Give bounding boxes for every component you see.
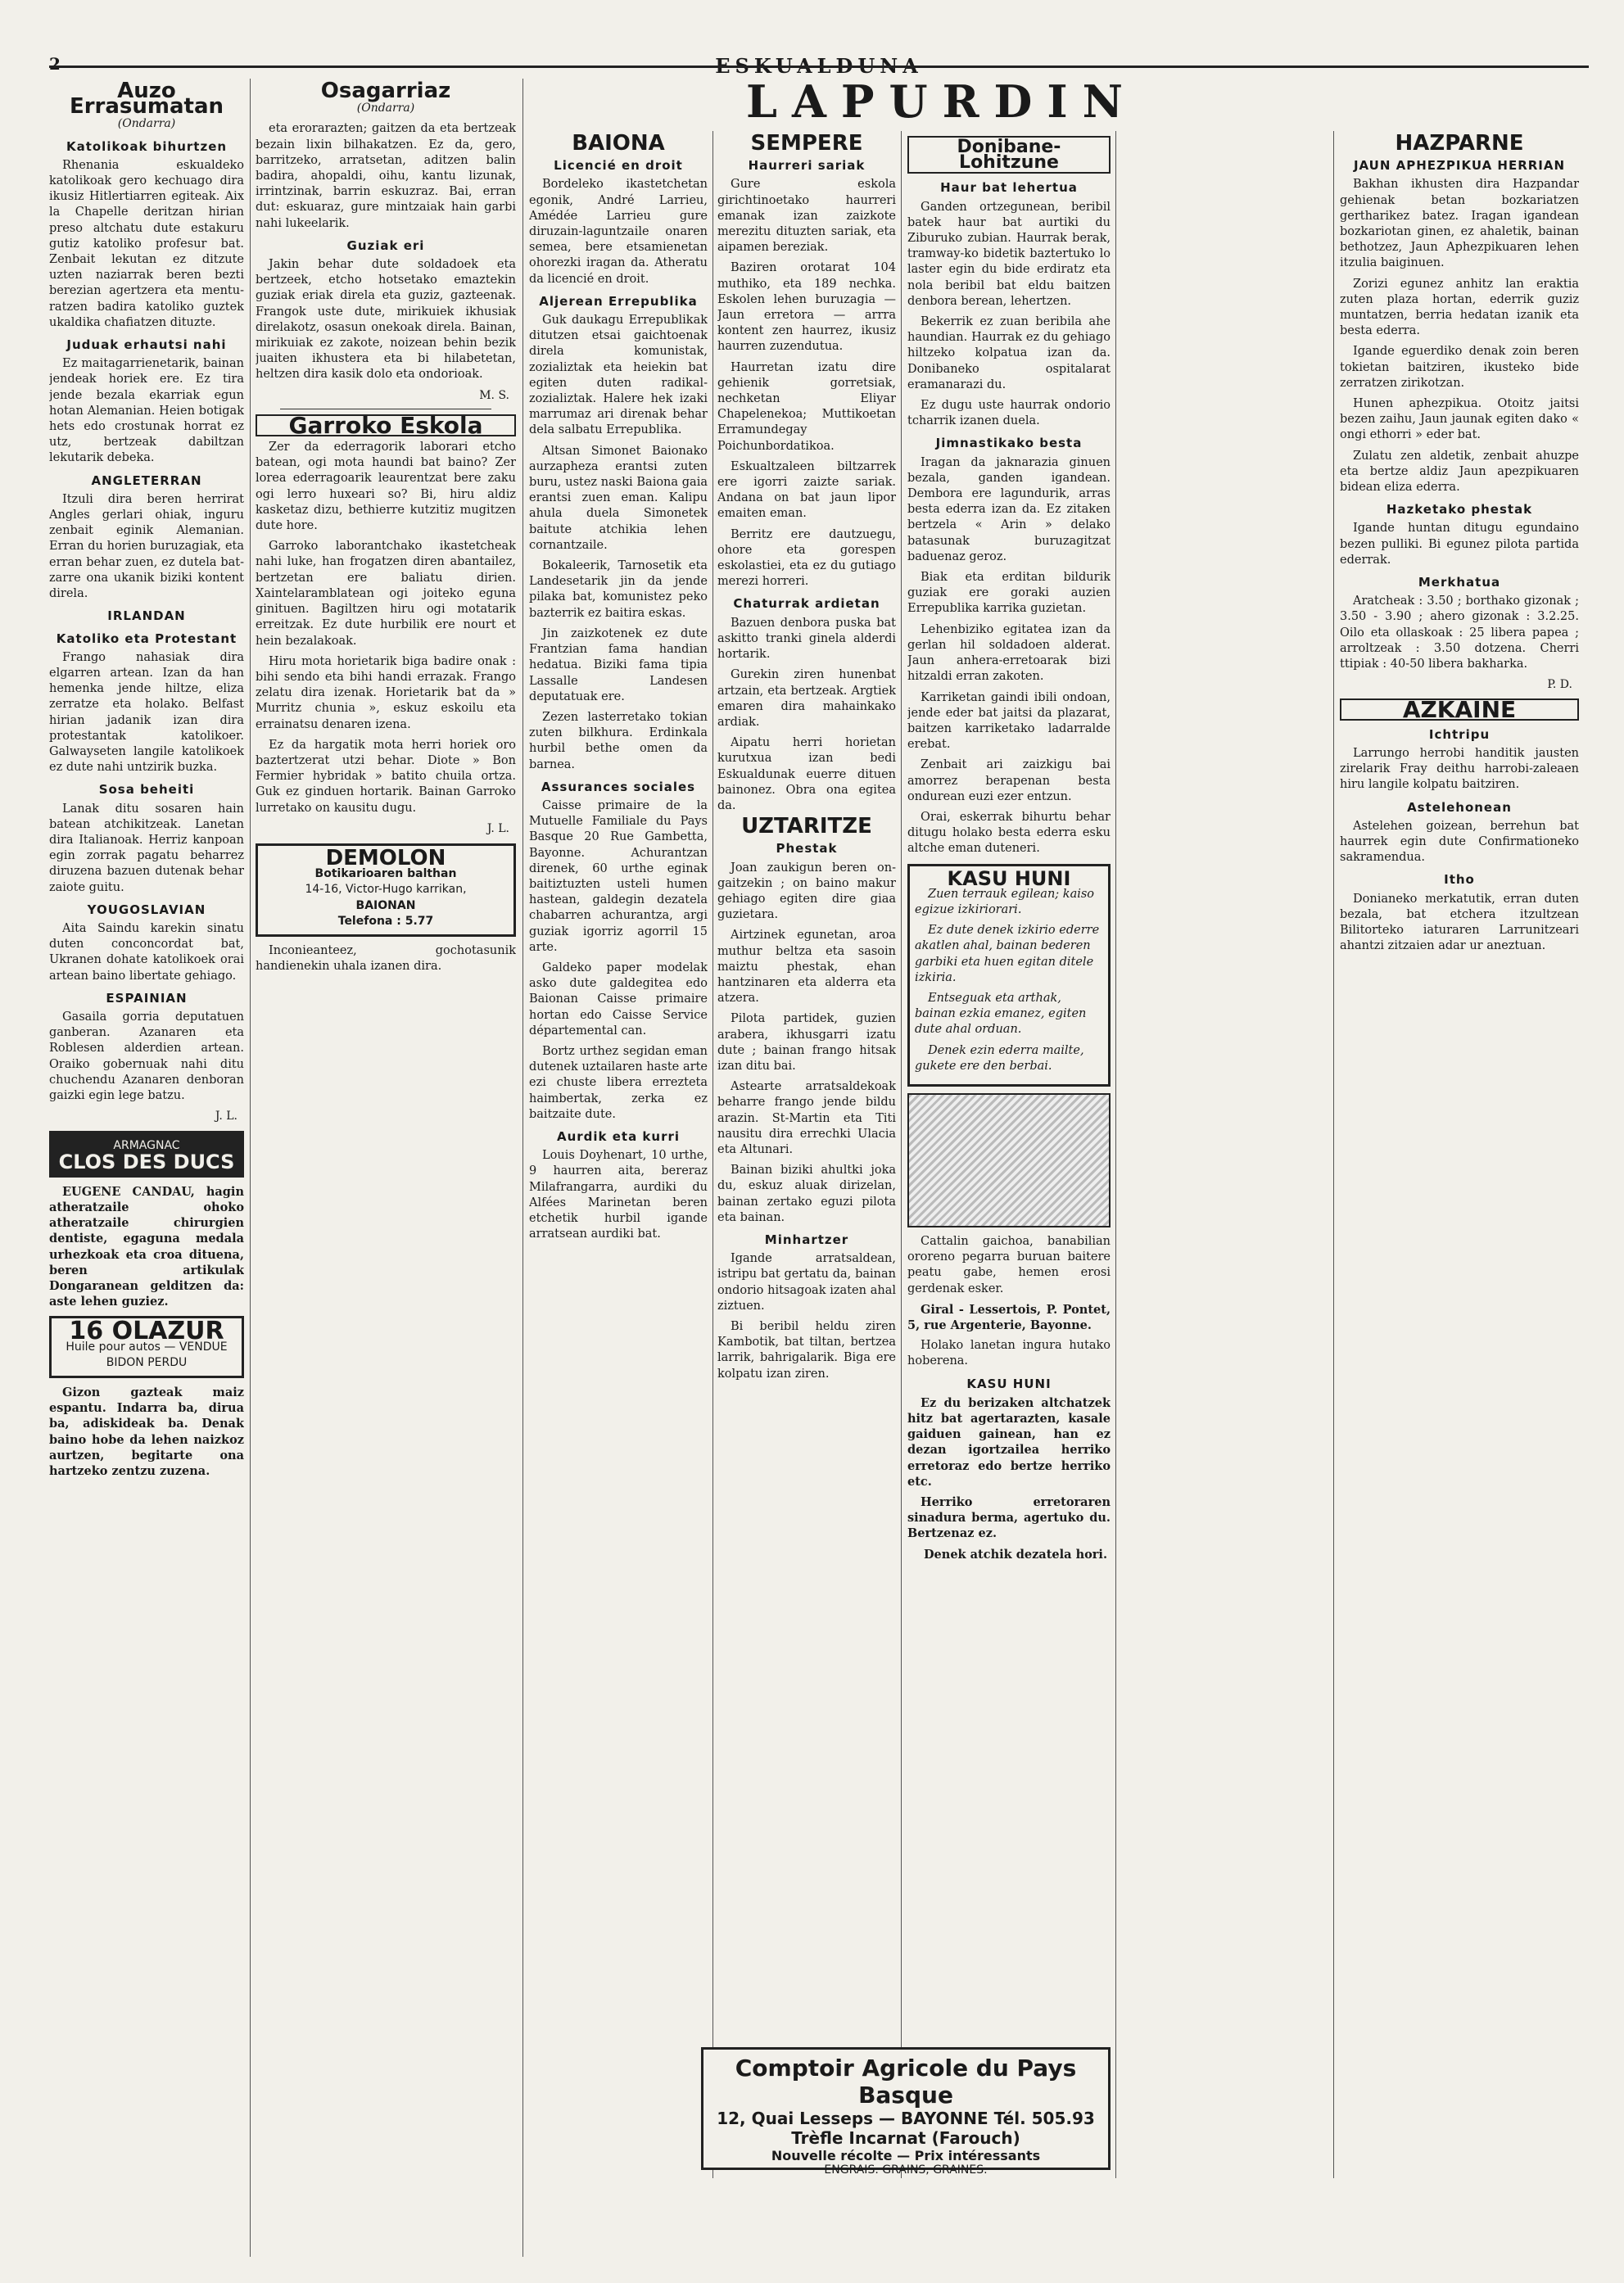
subheading: Ichtripu <box>1428 726 1491 742</box>
paragraph: Berritz ere dautzuegu, ohore eta gorespen eskolastiei, eta ez du gutiago merezi horreri. <box>717 527 896 589</box>
subheading: Astelehonean <box>1407 799 1512 815</box>
advert-text: 14-16, Victor-Hugo karrikan, <box>305 883 467 897</box>
advert-address: 12, Quai Lesseps — BAYONNE <box>717 2109 988 2128</box>
paragraph: Ganden ortzegunean, beribil batek haur bat aurtiki du Ziburuko zubian. Haurrak berak, tramway-ko bidetik baztertuko lo laster egin du bide erdiratz eta nola beribil bat eldu baitzen denbora berean, lehertzen. <box>907 200 1111 308</box>
column-separator <box>250 79 251 2257</box>
page-number: 2 <box>49 54 61 74</box>
column-1 <box>49 79 244 2257</box>
subheading: KASU HUNI <box>966 1376 1052 1391</box>
paragraph: Ez dugu uste haurrak ondorio tcharrik izanen duela. <box>907 399 1111 428</box>
article-title: UZTARITZE <box>741 814 872 839</box>
paragraph: Bakhan ikhusten dira Hazpandar gehienak betan bozkariatzen gertharikez batez. Iragan igandean bozkariotan ginen, ez ahaletik, bainan bethotzez, Jaun Aphezpikuaren lehen itzulia baiginuen. <box>1340 178 1579 270</box>
article-title: Osagarriaz <box>320 79 451 103</box>
paragraph: Biak eta erditan bildurik guziak ere goraki auzien Errepublika karrika guzietan. <box>907 571 1111 616</box>
paragraph: Garroko laborantchako ikastetcheak nahi luke, han frogatzen diren abantailez, bertzetan ere baliatu dirien. Xaintelaramblatean ogi joiteko eguna ginituen. Bagiltzen hiru ogi motatarik erreitzak. Ez dute hurbilik ere nourt et hein bezalakoak. <box>256 540 516 648</box>
paragraph: Caisse primaire de la Mutuelle Familiale du Pays Basque 20 Rue Gambetta, Bayonne. Achurantzan direnek, 60 urthe eginak baitiztuzten usteli humen hastean, galdegin dezatela chabarren achurantza, argi guziak igorriz agorril 15 arte. <box>529 798 708 954</box>
paragraph: Igande arratsaldean, istripu bat gertatu da, bainan ondorio hitsagoak izaten ahal ziztuen. <box>717 1252 896 1313</box>
column-separator <box>522 79 523 2257</box>
paragraph: Gurekin ziren hunenbat artzain, eta bertzeak. Argtiek emaren dira mahainkako ardiak. <box>717 668 896 729</box>
subheading: Aljerean Errepublika <box>539 293 698 309</box>
paragraph: Zer da ederragorik laborari etcho batean, ogi mota haundi bat baino? Zer lorea ederragoarik leaurentzat bere zaku ogi lerro huxeari so? Bi, hiru aldiz kasketaz dizu, bethierre kutzitiz mugitzen dute hore. <box>256 441 516 533</box>
subheading: YOUGOSLAVIAN <box>87 902 206 917</box>
article-title: BAIONA <box>572 131 665 156</box>
article-title: SEMPERE <box>750 131 863 156</box>
column-5 <box>907 131 1111 2039</box>
column-separator <box>1115 131 1116 2178</box>
subheading: Aurdik eta kurri <box>556 1128 681 1144</box>
paragraph: Astearte arratsaldekoak beharre frango jende bildu arazin. St-Martin eta Titi nausitu dira errechki Ulacia eta Altunari. <box>717 1080 896 1156</box>
column-separator <box>901 131 902 2178</box>
paragraph: Ez maitagarrienetarik, bainan jendeak horiek ere. Ez tira jende bezala ekarriak egun hotan Alemanian. Heien botigak hets edo crostunak horrat ez utz, bertzeak dabiltzan lekutarik debeka. <box>49 357 244 465</box>
advert-text: ENGRAIS. GRAINS, GRAINES. <box>824 2163 988 2177</box>
article-title: AZKAINE <box>1340 698 1579 721</box>
paragraph: Zezen lasterretako tokian zuten bilkhura. Erdinkala hurbil bethe omen da barnea. <box>529 710 708 771</box>
paragraph: Gure eskola girichtinoetako haurreri emanak izan zaizkote merezitu dituzten sariak, eta aipamen bereziak. <box>717 178 896 255</box>
paragraph: Hiru mota horietarik biga badire onak : bihi sendo eta bihi handi errazak. Frango zelatu dira izenak. Horietarik bat da » Murritz chunia », eskuz eskoilu eta errainatsu denaren izena. <box>256 654 516 731</box>
paragraph: Bekerrik ez zuan beribila ahe haundian. Haurrak ez du gehiago hiltzeko kolpatua izan da. Donibaneko ospitalarat eramanarazi du. <box>907 315 1111 391</box>
advert-olazur <box>49 1316 244 1378</box>
article-title: HAZPARNE <box>1395 131 1524 156</box>
paragraph: Herriko erretoraren sinadura berma, agertuko du. Bertzenaz ez. <box>907 1495 1111 1541</box>
newspaper-name: ESKUALDUNA <box>715 54 923 78</box>
advert-demolon <box>256 843 516 937</box>
article-title: Garroko Eskola <box>256 414 516 436</box>
advert-text: Zuen terrauk egilean; kaiso egizue izkiriorari. <box>915 887 1095 916</box>
paragraph: Aratcheak : 3.50 ; borthako gizonak ; 3.50 - 3.90 ; ahero gizonak : 3.2.25. Oilo eta ollaskoak : 25 libera papea ; arroltzeak : 3.50 dotzena. Cherri ttipiak : 40-50 libera bakharka. <box>1340 594 1579 671</box>
signature: J. L. <box>486 821 509 835</box>
paragraph: Larrungo herrobi handitik jausten zirelarik Fray deithu harrobi-zaleaen hiru langile kolpatu baitziren. <box>1340 746 1579 792</box>
paragraph: Cattalin gaichoa, banabilian ororeno pegarra buruan baitere peatu gabe, hemen erosi gerdenak esker. <box>907 1234 1111 1295</box>
paragraph: Jakin behar dute soldadoek eta bertzeek, etcho hotsetako emaztekin guziak eriak direla eta guziz, gazteenak. Frangok uste dute, mirikuiek ikhusiak direlakotz, osasun onekoak direla. Bainan, mirikuiak ez zakote, noizean behin bezik juaiten ikhustera eta bi hilabetetan, heltzen dira kasik dolo eta ondorioak. <box>256 258 516 382</box>
advert-number: 16 <box>69 1317 104 1346</box>
advert-text: Botikarioaren balthan <box>314 867 457 881</box>
column-separator <box>712 131 713 2178</box>
column-2 <box>256 79 516 2257</box>
advert-text: ARMAGNAC <box>113 1139 180 1153</box>
paragraph: Inconieanteez, gochotasunik handienekin uhala izanen dira. <box>256 943 516 974</box>
paragraph: Holako lanetan ingura hutako hoberena. <box>907 1339 1111 1368</box>
paragraph: Bortz urthez segidan eman dutenek uztailaren haste arte ezi chuste libera errezteta haimbertak, zerka ez baitzaite dute. <box>529 1044 708 1121</box>
paragraph: Joan zaukigun beren on-gaitzekin ; on baino makur gehiago egiten dire giaa guzietara. <box>717 861 896 922</box>
paragraph: Gizon gazteak maiz espantu. Indarra ba, dirua ba, adiskideak ba. Denak baino hobe da lehen naizkoz aurtzen, begitarte ona hartzeko zentzu zuzena. <box>49 1386 244 1479</box>
advert-phone: Tél. 505.93 <box>993 2109 1095 2128</box>
advert-text: Ez dute denek izkirio ederre akatlen ahal, bainan bederen garbiki eta huen egitan ditele izkiria. <box>915 924 1100 984</box>
illustration-image <box>907 1093 1111 1227</box>
column-separator <box>1333 131 1334 2178</box>
paragraph: Zorizi egunez anhitz lan eraktia zuten plaza hortan, ederrik guziz muntatzen, berria hedatan izanik eta besta ederra. <box>1340 277 1579 338</box>
subheading: ESPAINIAN <box>106 990 188 1006</box>
advert-text: Telefona : 5.77 <box>337 914 434 928</box>
article-title: Auzo Errasumatan <box>69 79 224 120</box>
advert-text: Prix intéressants <box>914 2148 1041 2163</box>
subheading: IRLANDAN <box>107 608 186 624</box>
subheading: Minhartzer <box>764 1232 849 1247</box>
byline: (Ondarra) <box>117 117 176 131</box>
paragraph: eta erorarazten; gaitzen da eta bertzeak bezain lixin bilhakatzen. Ez da, gero, barritzeko, arratsetan, aditzen balin badira, ahopaldi, oihu, kantu lizunak, irrintzinak, barrin eskuzraz. Bai, erran dut: eskuaraz, gure mintzaiak hain garbi nahi lukeelarik. <box>256 122 516 230</box>
paragraph: Guk daukagu Errepublikak ditutzen etsai gaichtoenak direla komunistak, zozializtak eta heiekin bat egiten duten radikal-zozializtak. Halere hek izaki marrumaz ari direnak behar dela salbatu Errepublika. <box>529 314 708 437</box>
article-title: Donibane-Lohitzune <box>907 136 1111 174</box>
advert-kasu-huni <box>907 864 1111 1087</box>
subheading: Itho <box>1444 872 1475 888</box>
subheading: Phestak <box>776 841 838 857</box>
signature: M. S. <box>479 388 509 402</box>
advert-title: KASU HUNI <box>947 866 1071 890</box>
subheading: Haur bat lehertua <box>940 180 1078 196</box>
paragraph: Bordeleko ikastetchetan egonik, André Larrieu, Amédée Larrieu gure diruzain-laguntzaile onaren semea, bere etsamienetan ohorezki iragan da. Atheratu da licencié en droit. <box>529 178 708 286</box>
subheading: JAUN APHEZPIKUA HERRIAN <box>1353 158 1566 174</box>
paragraph: Frango nahasiak dira elgarren artean. Izan da han hemenka jende hiltze, eliza zerratze eta holako. Belfast hirian jadanik izan dira protestantak katolikoer. Galwayseten langile katolikoek ez dute nahi untzirik buzka. <box>49 650 244 775</box>
advert-title: DEMOLON <box>325 845 446 870</box>
byline: (Ondarra) <box>356 102 415 115</box>
paragraph: Bi beribil heldu ziren Kambotik, bat tiltan, bertzea larrik, bahrigalarik. Biga ere kolpatu izan ziren. <box>717 1320 896 1381</box>
subheading: Katoliko eta Protestant <box>56 631 237 646</box>
paragraph: Louis Doyhenart, 10 urthe, 9 haurren aita, bereraz Milafrangarra, aurdiki du Alfées Marinetan beren etchetik hurbil igande arratsean aurdiki bat. <box>529 1149 708 1241</box>
paragraph: Bazuen denbora puska bat askitto tranki ginela alderdi hortarik. <box>717 616 896 662</box>
paragraph: Orai, eskerrak bihurtu behar ditugu holako besta ederra esku altche eman duteneri. <box>907 810 1111 856</box>
signature: J. L. <box>215 1110 237 1123</box>
paragraph: Zulatu zen aldetik, zenbait ahuzpe eta bertze aldiz Jaun apezpikuaren bidean eliza ederra. <box>1340 449 1579 495</box>
subheading: Juduak erhautsi nahi <box>66 337 227 353</box>
subheading: Hazketako phestak <box>1386 502 1533 518</box>
paragraph: Airtzinek egunetan, aroa muthur beltza eta sasoin maiztu phestak, ehan hantzinaren eta alderra eta atzera. <box>717 929 896 1006</box>
advert-text: BAIONAN <box>355 898 416 912</box>
advert-product: Trèfle Incarnat (Farouch) <box>791 2128 1020 2148</box>
advert-text: Nouvelle récolte <box>771 2148 893 2163</box>
paragraph: Igande huntan ditugu egundaino bezen pulliki. Bi egunez pilota partida ederrak. <box>1340 522 1579 567</box>
paragraph: Iragan da jaknarazia ginuen bezala, ganden igandean. Dembora ere lagundurik, arras besta ederra izan da. Ez zitaken bertzela « Arin » delako batasunak buruzagitzat baduenaz geroz. <box>907 455 1111 563</box>
paragraph: Lehenbiziko egitatea izan da gerlan hil soldadoen alderat. Jaun anhera-erretoarak bizi hitzaldi erran zakoten. <box>907 622 1111 684</box>
paragraph: Ez du berizaken altchatzek hitz bat agertarazten, kasale gaiduen gainean, han ez dezan igortzailea herriko erretoraz edo bertze herriko etc. <box>907 1395 1111 1489</box>
paragraph: Lanak ditu sosaren hain batean atchikitzeak. Lanetan dira Italianoak. Herriz kanpoan egin zorrak pagatu beharrez diruzena bazuen dutenak behar zaiote guitu. <box>49 802 244 894</box>
advert-clos-des-ducs <box>49 1131 244 1177</box>
paragraph: Galdeko paper modelak asko dute galdegitea edo Baionan Caisse primaire hortan edo Caisse Service départemental can. <box>529 961 708 1038</box>
column-4 <box>717 131 896 2039</box>
advert-text: Huile pour autos — VENDUE BIDON PERDU <box>66 1340 228 1369</box>
paragraph: Astelehen goizean, berrehun bat haurrek egin dute Confirmationeko sakramendua. <box>1340 819 1579 865</box>
subheading: Katolikoak bihurtzen <box>66 138 228 154</box>
paragraph: Altsan Simonet Baionako aurzapheza erantsi zuten buru, ustez naski Baiona gaia erantsi zuen eman. Kalipu ahula duela Simonetek baitute atchikia lehen cornantzaile. <box>529 444 708 552</box>
advert-title: Comptoir Agricole du Pays Basque <box>735 2055 1077 2109</box>
column-6 <box>1340 131 1579 2260</box>
paragraph: Haurretan izatu dire gehienik gorretsiak, nechketan Eliyar Chapelenekoa; Muttikoetan Erramundegay Poichunbordatikoa. <box>717 360 896 453</box>
paragraph: Rhenania eskualdeko katolikoak gero kechuago dira ikusiz Hitlertiarren egiteak. Aix la Chapelle deritzan hirian preso altchatu dute estakuru gutiz katoliko profesur bat. Zenbait lekutan ez ditzute uzten naziarrak beren bezti berezian agertzera eta mentu-ratzen badira katoliko guztek ukaldika chafiatzen dituzte. <box>49 158 244 329</box>
paragraph: Denek atchik dezatela hori. <box>923 1547 1107 1562</box>
paragraph: Itzuli dira beren herrirat Angles gerlari ohiak, inguru zenbait eginik Alemanian. Erran du horien buruzagiak, eta erran behar zuen, ez dutela bat-zarre ona ukanik biziki kontent direla. <box>49 492 244 601</box>
advert-title: OLAZUR <box>111 1317 224 1346</box>
subheading: Merkhatua <box>1418 575 1501 590</box>
paragraph: Jin zaizkotenek ez dute Frantzian fama handian hedatua. Biziki fama tipia Lassalle Landesen deputatuak ere. <box>529 626 708 703</box>
advert-text: Entseguak eta arthak, bainan ezkia emanez, egiten dute ahal orduan. <box>915 991 1087 1037</box>
paragraph: Hunen aphezpikua. Otoitz jaitsi bezen zaihu, Jaun jaunak egiten dako « ongi ethorri » eder bat. <box>1340 397 1579 442</box>
paragraph: Ez da hargatik mota herri horiek oro baztertzerat utzi behar. Diote » Bon Fermier hybridak » batito chuila ortza. Guk ez ginduen hortarik. Bainan Garroko lurretako on kausitu dugu. <box>256 738 516 815</box>
paragraph: Aipatu herri horietan kurutxua izan bedi Eskualdunak euerre dituen bainonez. Obra ona egitea da. <box>717 736 896 812</box>
paragraph: Eskualtzaleen biltzarrek ere igorri zaizte sariak. Andana on bat jaun lipor emaiten eman. <box>717 459 896 521</box>
paragraph: Zenbait ari zaizkigu bai amorrez berapenan besta ondurean euzi ezer entzun. <box>907 758 1111 803</box>
subheading: Chaturrak ardietan <box>733 596 880 612</box>
advert-text: Denek ezin ederra mailte, gukete ere den berbai. <box>915 1043 1084 1073</box>
subheading: Guziak eri <box>346 237 425 253</box>
subheading: Sosa beheiti <box>98 782 195 798</box>
column-3 <box>529 131 708 2260</box>
header-rule <box>49 66 1589 68</box>
subheading: Haurreri sariak <box>748 158 866 174</box>
paragraph: Giral - Lessertois, P. Pontet, 5, rue Argenterie, Bayonne. <box>907 1302 1111 1332</box>
paragraph: Bokaleerik, Tarnosetik eta Landesetarik jin da jende pilaka bat, komunistez peko bazterrik ez baitira eskas. <box>529 559 708 620</box>
paragraph: Gasaila gorria deputatuen ganberan. Azanaren eta Roblesen alderdien artean. Oraiko gobernuak nahi ditu chuchendu Azanaren denboran gaizki egin lege batzu. <box>49 1010 244 1102</box>
section-title: LAPURDIN <box>746 75 1138 128</box>
advert-comptoir-agricole: Comptoir Agricole du Pays Basque 12, Quai Lesseps — BAYONNE Tél. 505.93 Trèfle Incarnat (Farouch) Nouvelle récolte — Prix intéressants ENGRAIS. GRAINS, GRAINES. <box>701 2047 1111 2170</box>
paragraph: Igande eguerdiko denak zoin beren tokietan baitziren, ikusteko bide zerratzen zirikotzan. <box>1340 345 1579 390</box>
paragraph: Bainan biziki ahultki joka du, eskuz aluak dirizelan, bainan zertako eguzi pilota eta bainan. <box>717 1164 896 1224</box>
paragraph: Aita Saindu karekin sinatu duten conconcordat bat, Ukranen dohate katolikoek orai artean baino libertate gehiago. <box>49 921 244 983</box>
subheading: Assurances sociales <box>541 779 696 794</box>
subheading: ANGLETERRAN <box>91 472 202 488</box>
subheading: Licencié en droit <box>554 158 683 174</box>
subheading: Jimnastikako besta <box>935 436 1083 451</box>
paragraph: EUGENE CANDAU, hagin atheratzaile ohoko atheratzaile chirurgien dentiste, egaguna medala urhezkoak eta croa dituena, beren artikulak Dongaranean gelditzen da: aste lehen guziez. <box>49 1184 244 1309</box>
paragraph: Donianeko merkatutik, erran duten bezala, bat etchera itzultzean Bilitorteko iaturaren Larrunitzeari ahantzi zitzaien adar ur aneztuan. <box>1340 892 1579 953</box>
paragraph: Baziren orotarat 104 muthiko, eta 189 nechka. Eskolen lehen buruzagia — Jaun erretora — arrra kontent zen haurrez, ikusiz haurren zuzendutua. <box>717 261 896 354</box>
signature: P. D. <box>1547 678 1572 692</box>
advert-title: CLOS DES DUCS <box>58 1150 235 1173</box>
paragraph: Karriketan gaindi ibili ondoan, jende eder bat jaitsi da plazarat, baitzen karriketako ladarralde erebat. <box>907 690 1111 752</box>
paragraph: Pilota partidek, guzien arabera, ikhusgarri izatu dute ; bainan frango hitsak izan ditu bai. <box>717 1012 896 1073</box>
